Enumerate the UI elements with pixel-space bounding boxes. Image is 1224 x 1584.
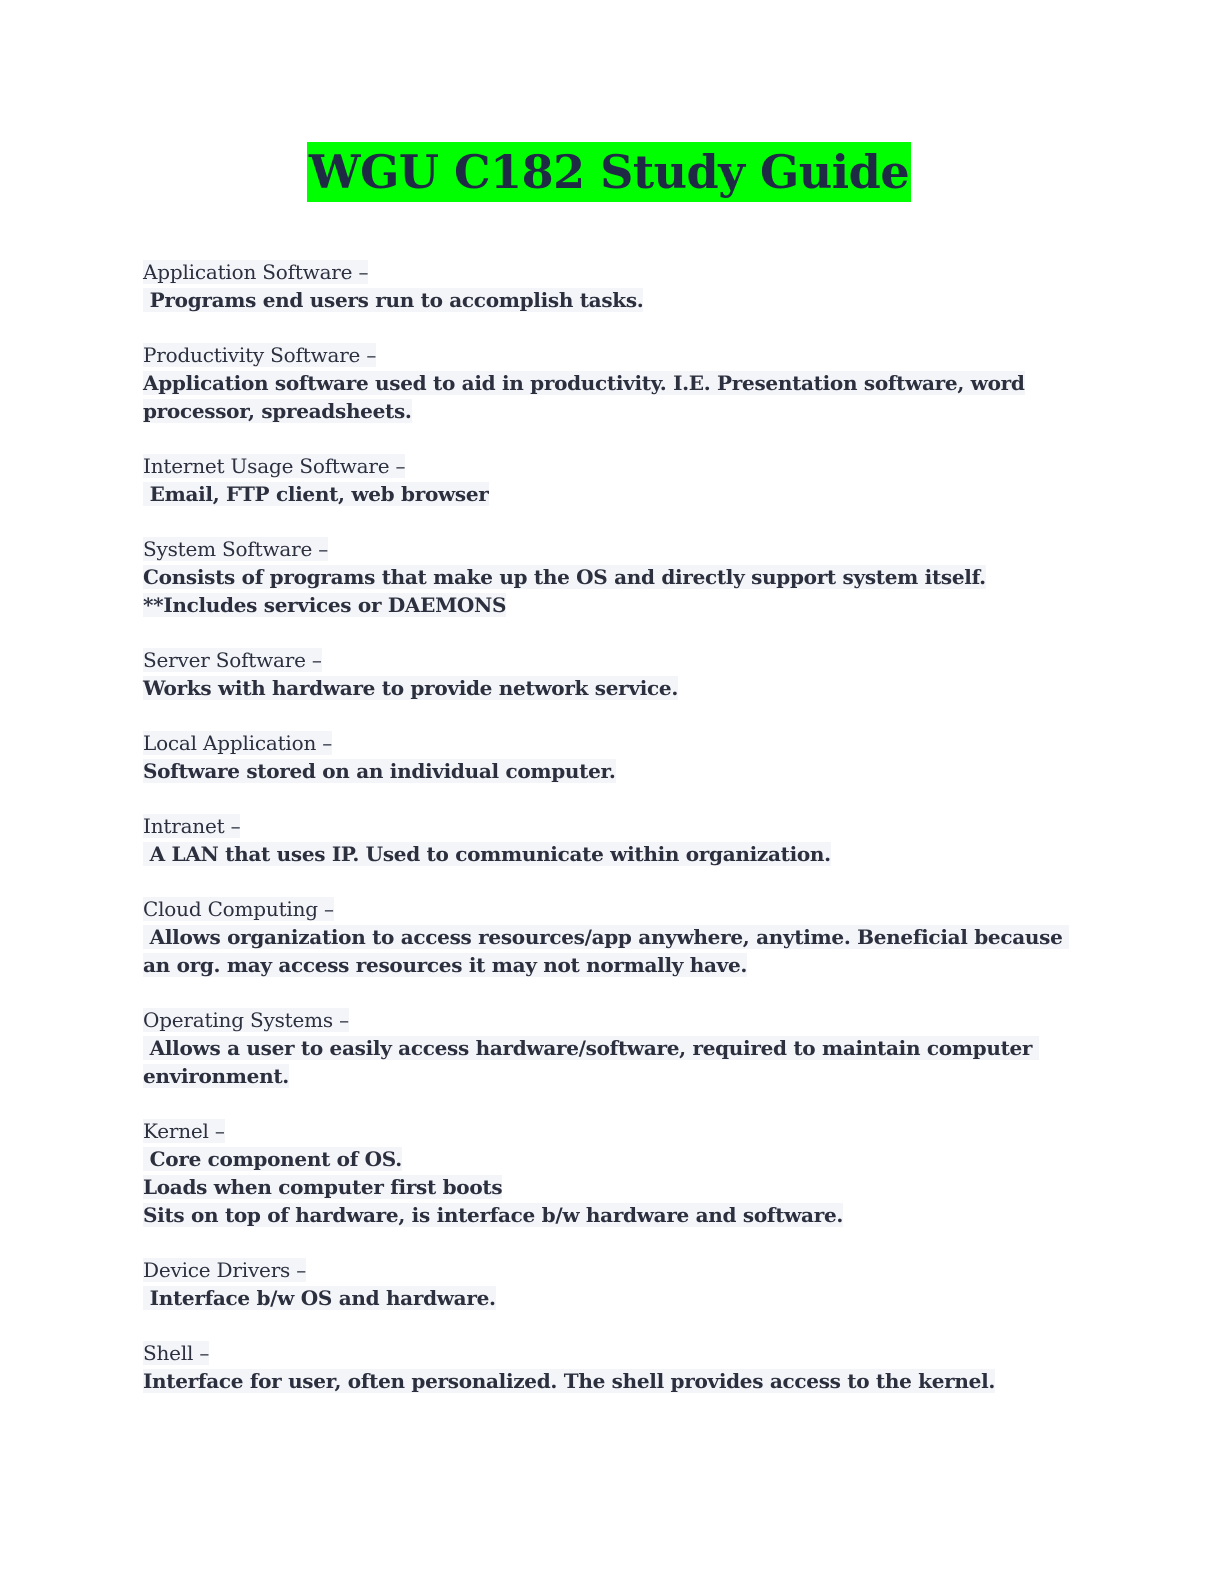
glossary-entry-application-software	[143, 258, 1073, 314]
term: Shell –	[143, 1341, 210, 1365]
term: Server Software –	[143, 648, 322, 672]
glossary-entry-intranet	[143, 812, 1073, 868]
glossary-entry-shell	[143, 1339, 1073, 1395]
term: Cloud Computing –	[143, 897, 334, 921]
term: System Software –	[143, 537, 329, 561]
term: Device Drivers –	[143, 1258, 307, 1282]
glossary-entry-operating-systems	[143, 1006, 1073, 1090]
term: Local Application –	[143, 731, 333, 755]
glossary-entry-cloud-computing	[143, 895, 1073, 979]
document-title: WGU C182 Study Guide	[307, 142, 911, 202]
definition: Interface for user, often personalized. The shell provides access to the kernel.	[143, 1369, 996, 1393]
definition: A LAN that uses IP. Used to communicate within organization.	[143, 842, 831, 866]
glossary-entry-internet-usage-software	[143, 452, 1073, 508]
definition: Allows organization to access resources/app anywhere, anytime. Beneficial because an org. may access resources it may not normally have.	[143, 925, 1070, 977]
glossary-entry-device-drivers	[143, 1256, 1073, 1312]
glossary-entry-kernel	[143, 1117, 1073, 1229]
glossary-entry-system-software	[143, 535, 1073, 619]
term: Kernel –	[143, 1119, 225, 1143]
title-wrapper	[0, 142, 1224, 202]
glossary-entry-local-application	[143, 729, 1073, 785]
definition: Allows a user to easily access hardware/software, required to maintain computer environment.	[143, 1036, 1039, 1088]
definition: Application software used to aid in productivity. I.E. Presentation software, word processor, spreadsheets.	[143, 371, 1025, 423]
term: Application Software –	[143, 260, 369, 284]
term: Operating Systems –	[143, 1008, 349, 1032]
term: Internet Usage Software –	[143, 454, 406, 478]
definition: Programs end users run to accomplish tasks.	[143, 288, 644, 312]
definition: Consists of programs that make up the OS and directly support system itself.	[143, 565, 986, 589]
definition: Core component of OS.	[143, 1147, 402, 1171]
definition: Email, FTP client, web browser	[143, 482, 489, 506]
glossary-list	[143, 258, 1073, 1422]
glossary-entry-server-software	[143, 646, 1073, 702]
definition: Works with hardware to provide network service.	[143, 676, 678, 700]
definition-line: **Includes services or DAEMONS	[143, 593, 507, 617]
definition: Software stored on an individual computer.	[143, 759, 616, 783]
term: Intranet –	[143, 814, 241, 838]
term: Productivity Software –	[143, 343, 377, 367]
definition-line: Sits on top of hardware, is interface b/w hardware and software.	[143, 1203, 844, 1227]
definition: Interface b/w OS and hardware.	[143, 1286, 496, 1310]
glossary-entry-productivity-software	[143, 341, 1073, 425]
definition-line: Loads when computer first boots	[143, 1175, 503, 1199]
